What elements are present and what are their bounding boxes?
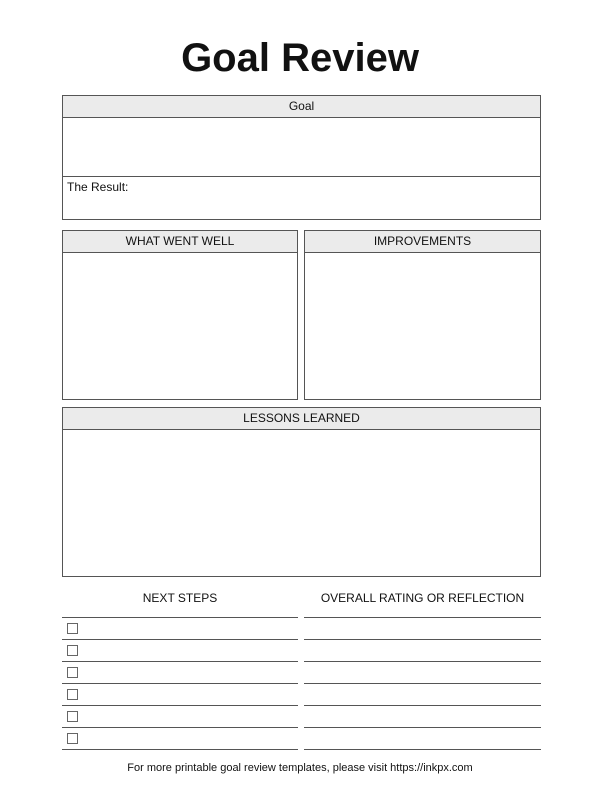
rating-line[interactable]	[304, 661, 541, 662]
result-field[interactable]	[63, 177, 540, 219]
next-steps-title: NEXT STEPS	[142, 591, 218, 605]
what-went-well-field[interactable]	[63, 253, 297, 399]
next-steps-rule	[62, 727, 298, 728]
rating-line[interactable]	[304, 705, 541, 706]
improvements-box	[304, 230, 541, 400]
goal-header: Goal	[63, 96, 540, 118]
goal-box	[62, 95, 541, 220]
goal-field[interactable]	[63, 118, 540, 176]
improvements-header: IMPROVEMENTS	[305, 231, 540, 253]
improvements-field[interactable]	[305, 253, 540, 399]
rating-line[interactable]	[304, 639, 541, 640]
lessons-learned-header: LESSONS LEARNED	[63, 408, 540, 430]
lessons-learned-box	[62, 407, 541, 577]
checkbox-3[interactable]	[67, 667, 78, 678]
footer-note: For more printable goal review templates, please visit https://inkpx.com	[127, 762, 473, 774]
rating-line[interactable]	[304, 617, 541, 618]
checkbox-5[interactable]	[67, 711, 78, 722]
next-steps-rule	[62, 749, 298, 750]
checkbox-1[interactable]	[67, 623, 78, 634]
overall-rating-title: OVERALL RATING OR REFLECTION	[320, 591, 525, 605]
next-steps-rule	[62, 639, 298, 640]
next-steps-rule	[62, 705, 298, 706]
rating-line[interactable]	[304, 683, 541, 684]
checkbox-6[interactable]	[67, 733, 78, 744]
what-went-well-header: WHAT WENT WELL	[63, 231, 297, 253]
lessons-learned-field[interactable]	[63, 430, 540, 576]
rating-line[interactable]	[304, 749, 541, 750]
page-title: Goal Review	[181, 36, 419, 80]
result-label: The Result:	[67, 180, 129, 194]
next-steps-rule	[62, 683, 298, 684]
next-steps-rule	[62, 661, 298, 662]
checkbox-4[interactable]	[67, 689, 78, 700]
next-steps-rule	[62, 617, 298, 618]
checkbox-2[interactable]	[67, 645, 78, 656]
rating-line[interactable]	[304, 727, 541, 728]
what-went-well-box	[62, 230, 298, 400]
